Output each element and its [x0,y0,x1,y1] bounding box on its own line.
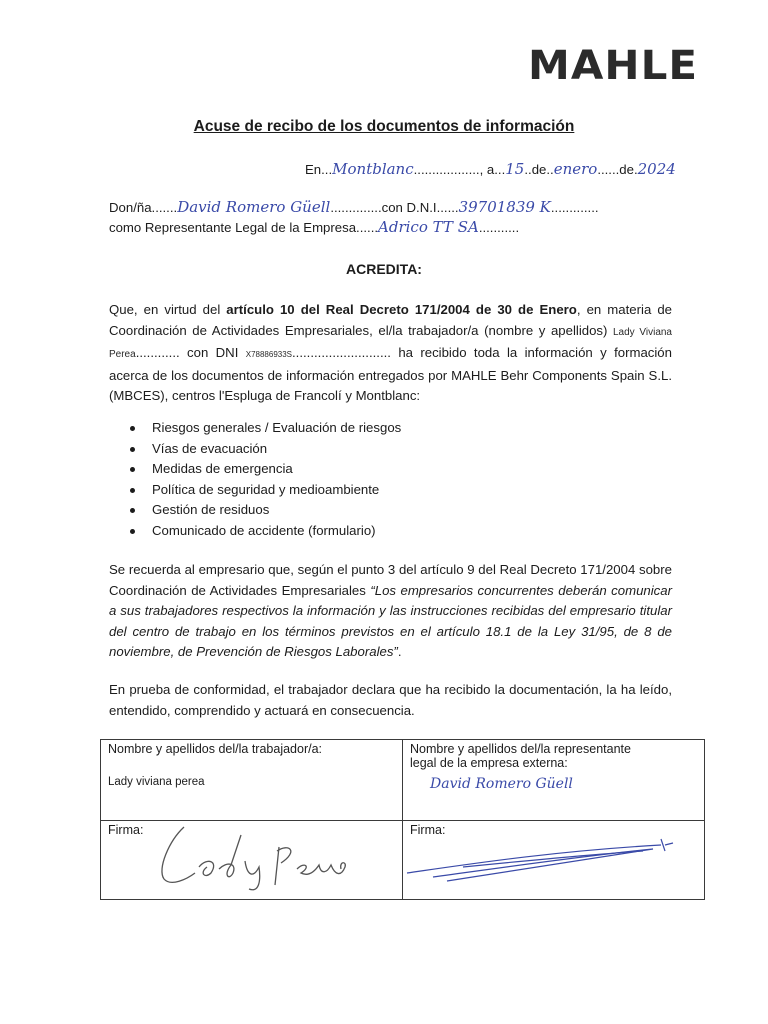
intro-end: ha recibido toda la información y formación acerca de los documentos de información entregados por MAHLE Behr Components Spain S.L. (MBCES), centros l'Espluga de Francolí y Montblanc: [109,345,672,404]
document-title: Acuse de recibo de los documentos de información [193,118,575,135]
rep-name-cell [403,740,705,821]
reminder-end: . [397,644,402,660]
rep-name-label: Nombre y apellidos del/la representante legal de la empresa externa: [410,742,631,770]
intro-rest: , en materia de Coordinación de Actividades Empresariales, el/la trabajador/a (nombre y apellidos) [109,302,672,338]
rep-name-handwritten: David Romero Güell [177,198,331,216]
don-label: Don/ña [109,200,152,215]
mahle-logo: MAHLE [528,43,699,89]
conformity-paragraph: En prueba de conformidad, el trabajador declara que ha recibido la documentación, la ha leído, entendido, comprendido y actuará en consecuencia. [109,682,672,718]
month-handwritten: enero [553,160,598,178]
place-dots: .................., [413,162,484,177]
worker-dni-typed: X78886933S [245,350,293,360]
rep-name-handwritten-cell: David Romero Güell [430,776,573,792]
empresa-label: como Representante Legal de la Empresa [109,220,357,235]
place-date-line: En...Montblanc.................., a...15..de..enero......de.2024 [305,160,676,178]
empresa-handwritten: Adrico TT SA [378,218,479,236]
rep-signature-image [403,821,705,895]
company-line: como Representante Legal de la Empresa......Adrico TT SA........... [109,218,520,236]
firma-label-rep: Firma: [410,823,446,837]
rep-dni-handwritten: 39701839 K [458,198,551,216]
list-item: Riesgos generales / Evaluación de riesgos [128,418,401,439]
worker-signature-cell [101,821,403,900]
firma-label-worker: Firma: [108,823,144,837]
intro-start: Que, en virtud del [109,302,227,317]
acredita-heading: ACREDITA: [346,261,422,277]
dni-label: con D.N.I [381,200,437,215]
de-label-2: de [619,162,634,177]
place-prefix: En [305,162,322,177]
worker-dni-label: con DNI [187,345,239,361]
signature-table [100,739,705,900]
worker-signature-image [149,821,359,895]
worker-name-cell [101,740,403,821]
list-item: Política de seguridad y medioambiente [128,480,401,501]
worker-name-typed: Lady Viviana Perea [109,326,672,361]
list-item: Comunicado de accidente (formulario) [128,521,401,542]
day-handwritten: 15 [505,160,525,178]
intro-decree-bold: artículo 10 del Real Decreto 171/2004 de 30 de Enero [226,302,577,317]
year-handwritten: 2024 [637,160,676,178]
worker-name-label: Nombre y apellidos del/la trabajador/a: [108,742,323,756]
de-label-1: de [531,162,547,177]
rep-signature-cell [403,821,705,900]
worker-name-value: Lady viviana perea [108,776,205,788]
reminder-paragraph [109,560,672,663]
intro-paragraph: Que, en virtud del artículo 10 del Real Decreto 171/2004 de 30 de Enero, en materia de Coordinación de Actividades Empresariales, el/la trabajador/a (nombre y apellidos) Lady Viviana Perea............ con DNI X78886933S........................... ha recibido toda la información y formación acerca de los documentos de información entregados por MAHLE Behr Components Spain S.L. (MBCES), centros l'Espluga de Francolí y Montblanc: [109,302,672,404]
list-item: Vías de evacuación [128,439,401,460]
list-item: Gestión de residuos [128,500,401,521]
a-label: a [486,162,495,177]
reminder-start: Se recuerda al empresario que, según el punto 3 del artículo 9 del Real Decreto 171/2004 sobre Coordinación de Actividades Empresariales [109,562,672,598]
list-item: Medidas de emergencia [128,459,401,480]
document-list [128,418,401,542]
representative-line: Don/ña.......David Romero Güell..............con D.N.I......39701839 K............. [109,198,599,216]
reminder-quote: “Los empresarios concurrentes deberán comunicar a sus trabajadores respectivos la información y las instrucciones recibidas del empresario titular del centro de trabajo en los términos previstos en el artículo 18.1 de la Ley 31/95, de 8 de noviembre, de Prevención de Riesgos Laborales” [109,582,672,660]
place-handwritten: Montblanc [332,160,414,178]
